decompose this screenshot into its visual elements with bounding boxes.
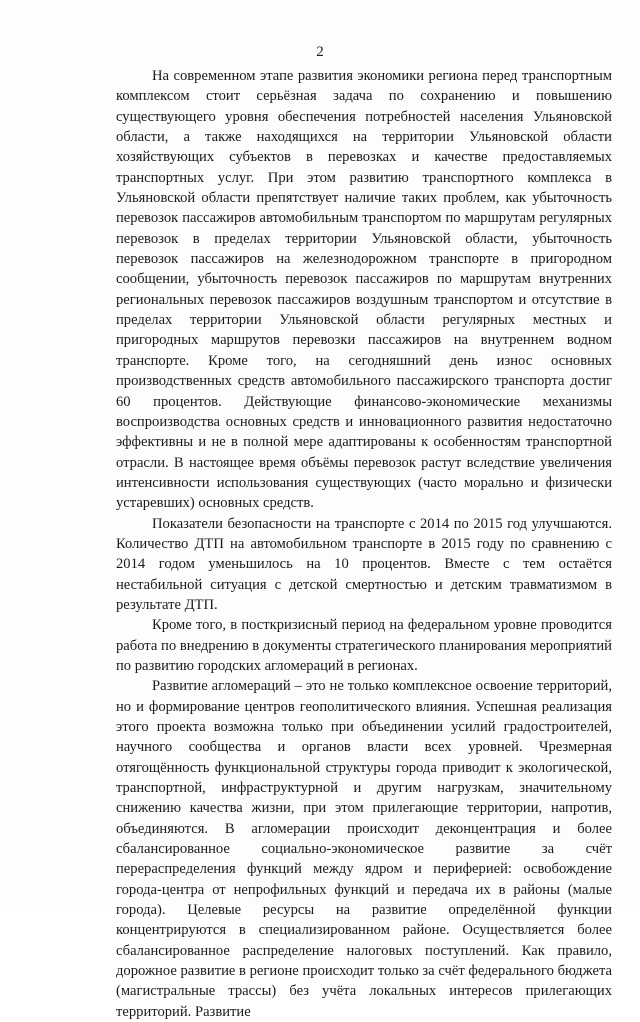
paragraph: Развитие агломераций – это не только комплексное освоение территорий, но и формирование центров геополитического влияния. Успешная реализация этого проекта возможна только при объединении усилий градостроителей, научного сообщества и органов власти всех уровней. Чрезмерная отягощённость функциональной структуры города приводит к экологической, транспортной, инфраструктурной и другим нагрузкам, значительному снижению качества жизни, при этом прилегающие территории, напротив, объединяются. В агломерации происходит деконцентрация и более сбалансированное социально-экономическое развитие за счёт перераспределения функций между ядром и периферией: освобождение города-центра от непрофильных функций и передача их в районы (малые города). Целевые ресурсы на развитие определённой функции концентрируются в специализированном районе. Осуществляется более сбалансированное распределение налоговых поступлений. Как правило, дорожное развитие в регионе происходит только за счёт федерального бюджета (магистральные трассы) без учёта локальных интересов прилегающих территорий. Развитие [116, 678, 612, 1020]
paragraph: Кроме того, в посткризисный период на федеральном уровне проводится работа по внедрению в документы стратегического планирования мероприятий по развитию городских агломераций в регионах. [116, 617, 612, 674]
page-number: 2 [316, 44, 324, 60]
paragraph: Показатели безопасности на транспорте с 2014 по 2015 год улучшаются. Количество ДТП на автомобильном транспорте в 2015 году по сравнению с 2014 годом уменьшилось на 10 процентов. Вместе с тем остаётся нестабильной ситуация с детской смертностью и детским травматизмом в результате ДТП. [116, 515, 612, 613]
paragraph: На современном этапе развития экономики региона перед транспортным комплексом стоит серьёзная задача по сохранению и повышению существующего уровня обеспечения потребностей населения Ульяновской области, а также находящихся на территории Ульяновской области хозяйствующих субъектов в перевозках и качестве предоставляемых транспортных услуг. При этом развитию транспортного комплекса в Ульяновской области препятствует наличие таких проблем, как убыточность перевозок пассажиров автомобильным транспортом по маршрутам регулярных перевозок в пределах территории Ульяновской области, убыточность перевозок пассажиров на железнодорожном транспорте в пригородном сообщении, убыточность перевозок пассажиров по маршрутам внутренних региональных перевозок пассажиров воздушным транспортом и отсутствие в пределах территории Ульяновской области регулярных местных и пригородных маршрутов перевозки пассажиров на внутреннем водном транспорте. Кроме того, на сегодняшний день износ основных производственных средств автомобильного пассажирского транспорта достиг 60 процентов. Действующие финансово-экономические механизмы воспроизводства основных средств и инновационного развития недостаточно эффективны и не в полной мере адаптированы к особенностям транспортной отрасли. В настоящее время объёмы перевозок растут вследствие увеличения интенсивности использования существующих (часто морально и физически устаревших) основных средств. [116, 68, 612, 512]
document-body [116, 66, 612, 1022]
